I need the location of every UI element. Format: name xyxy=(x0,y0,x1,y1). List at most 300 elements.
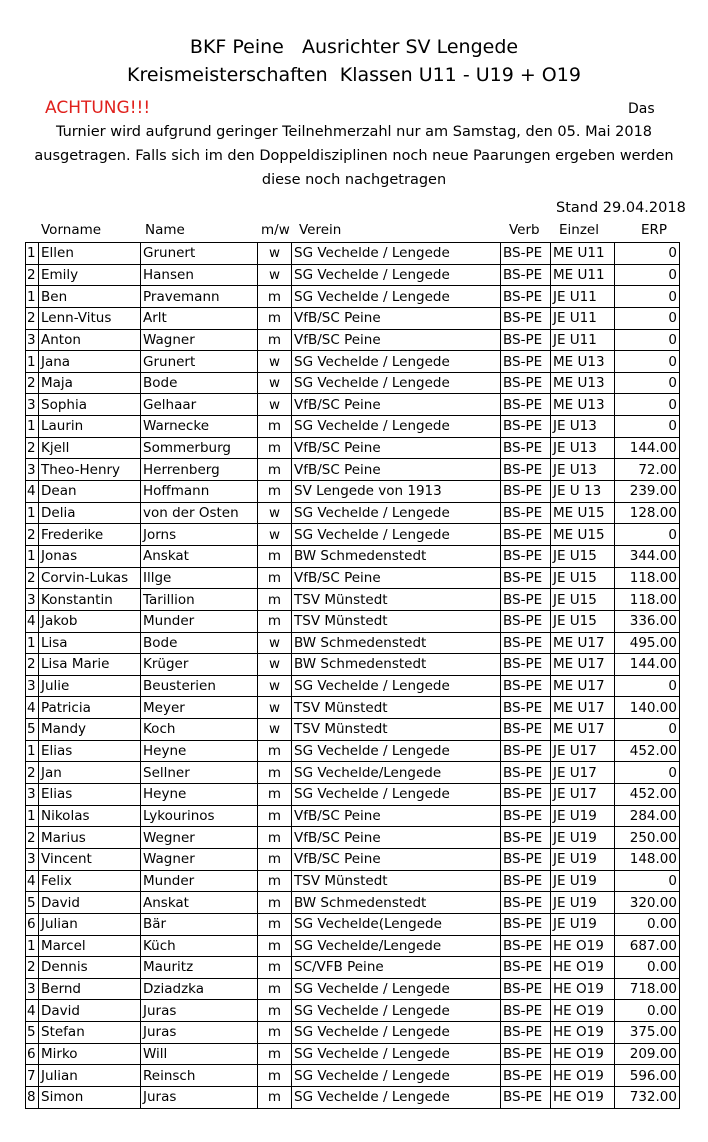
name-cell: Munder xyxy=(141,870,258,892)
einzel-cell: ME U13 xyxy=(551,394,615,416)
verband-cell: BS-PE xyxy=(501,1043,551,1065)
verband-cell: BS-PE xyxy=(501,654,551,676)
gender-cell: m xyxy=(258,740,292,762)
einzel-cell: JE U15 xyxy=(551,545,615,567)
vorname-cell: Corvin-Lukas xyxy=(39,567,141,589)
einzel-cell: ME U11 xyxy=(551,264,615,286)
document-title: BKF Peine Ausrichter SV Lengede xyxy=(189,36,519,58)
gender-cell: w xyxy=(258,675,292,697)
verband-cell: BS-PE xyxy=(501,913,551,935)
verband-cell: BS-PE xyxy=(501,978,551,1000)
erp-cell: 0 xyxy=(615,307,680,329)
table-row xyxy=(26,740,680,762)
table-row xyxy=(26,957,680,979)
row-number: 1 xyxy=(26,632,39,654)
notice-line-2: ausgetragen. Falls sich im den Doppeldisziplinen noch neue Paarungen ergeben werden xyxy=(34,148,674,164)
table-row xyxy=(26,243,680,265)
einzel-cell: HE O19 xyxy=(551,1086,615,1108)
vorname-cell: Frederike xyxy=(39,524,141,546)
erp-cell: 375.00 xyxy=(615,1022,680,1044)
table-row xyxy=(26,1065,680,1087)
einzel-cell: JE U19 xyxy=(551,805,615,827)
erp-cell: 209.00 xyxy=(615,1043,680,1065)
einzel-cell: ME U17 xyxy=(551,654,615,676)
gender-cell: m xyxy=(258,1086,292,1108)
erp-cell: 128.00 xyxy=(615,502,680,524)
verein-cell: BW Schmedenstedt xyxy=(292,892,501,914)
row-number: 3 xyxy=(26,394,39,416)
verband-cell: BS-PE xyxy=(501,567,551,589)
einzel-cell: ME U15 xyxy=(551,524,615,546)
erp-cell: 140.00 xyxy=(615,697,680,719)
verein-cell: TSV Münstedt xyxy=(292,589,501,611)
verband-cell: BS-PE xyxy=(501,351,551,373)
table-row xyxy=(26,719,680,741)
row-number: 3 xyxy=(26,329,39,351)
verband-cell: BS-PE xyxy=(501,762,551,784)
vorname-cell: Jonas xyxy=(39,545,141,567)
erp-cell: 596.00 xyxy=(615,1065,680,1087)
verein-cell: BW Schmedenstedt xyxy=(292,632,501,654)
gender-cell: m xyxy=(258,827,292,849)
erp-cell: 0 xyxy=(615,762,680,784)
verband-cell: BS-PE xyxy=(501,286,551,308)
vorname-cell: Jan xyxy=(39,762,141,784)
gender-cell: m xyxy=(258,567,292,589)
name-cell: Bär xyxy=(141,913,258,935)
name-cell: Pravemann xyxy=(141,286,258,308)
gender-cell: w xyxy=(258,654,292,676)
table-row xyxy=(26,589,680,611)
verband-cell: BS-PE xyxy=(501,784,551,806)
vorname-cell: Mirko xyxy=(39,1043,141,1065)
verein-cell: SG Vechelde / Lengede xyxy=(292,740,501,762)
table-row xyxy=(26,264,680,286)
verband-cell: BS-PE xyxy=(501,848,551,870)
verband-cell: BS-PE xyxy=(501,1022,551,1044)
verband-cell: BS-PE xyxy=(501,957,551,979)
verein-cell: SG Vechelde/Lengede xyxy=(292,762,501,784)
vorname-cell: Julian xyxy=(39,913,141,935)
vorname-cell: Elias xyxy=(39,740,141,762)
name-cell: Illge xyxy=(141,567,258,589)
erp-cell: 148.00 xyxy=(615,848,680,870)
table-row xyxy=(26,697,680,719)
erp-cell: 239.00 xyxy=(615,481,680,503)
einzel-cell: HE O19 xyxy=(551,957,615,979)
name-cell: Heyne xyxy=(141,740,258,762)
name-cell: Anskat xyxy=(141,545,258,567)
vorname-cell: Simon xyxy=(39,1086,141,1108)
gender-cell: w xyxy=(258,372,292,394)
name-cell: Mauritz xyxy=(141,957,258,979)
name-cell: Juras xyxy=(141,1000,258,1022)
table-row xyxy=(26,913,680,935)
vorname-cell: Mandy xyxy=(39,719,141,741)
verband-cell: BS-PE xyxy=(501,459,551,481)
verein-cell: VfB/SC Peine xyxy=(292,437,501,459)
einzel-cell: HE O19 xyxy=(551,935,615,957)
gender-cell: w xyxy=(258,351,292,373)
vorname-cell: Anton xyxy=(39,329,141,351)
erp-cell: 0 xyxy=(615,351,680,373)
gender-cell: m xyxy=(258,589,292,611)
col-header-vorname: Vorname xyxy=(41,222,102,238)
table-row xyxy=(26,437,680,459)
erp-cell: 0.00 xyxy=(615,957,680,979)
verein-cell: VfB/SC Peine xyxy=(292,848,501,870)
verband-cell: BS-PE xyxy=(501,372,551,394)
gender-cell: m xyxy=(258,848,292,870)
table-row xyxy=(26,416,680,438)
erp-cell: 118.00 xyxy=(615,567,680,589)
row-number: 1 xyxy=(26,286,39,308)
table-row xyxy=(26,329,680,351)
vorname-cell: Ellen xyxy=(39,243,141,265)
name-cell: Grunert xyxy=(141,351,258,373)
verband-cell: BS-PE xyxy=(501,697,551,719)
row-number: 2 xyxy=(26,567,39,589)
row-number: 2 xyxy=(26,437,39,459)
vorname-cell: Ben xyxy=(39,286,141,308)
einzel-cell: JE U15 xyxy=(551,610,615,632)
row-number: 7 xyxy=(26,1065,39,1087)
erp-cell: 250.00 xyxy=(615,827,680,849)
name-cell: Warnecke xyxy=(141,416,258,438)
table-row xyxy=(26,1022,680,1044)
verein-cell: SV Lengede von 1913 xyxy=(292,481,501,503)
gender-cell: m xyxy=(258,329,292,351)
verband-cell: BS-PE xyxy=(501,243,551,265)
verein-cell: VfB/SC Peine xyxy=(292,567,501,589)
row-number: 2 xyxy=(26,524,39,546)
name-cell: Jorns xyxy=(141,524,258,546)
table-row xyxy=(26,848,680,870)
gender-cell: m xyxy=(258,286,292,308)
gender-cell: w xyxy=(258,243,292,265)
vorname-cell: Marcel xyxy=(39,935,141,957)
erp-cell: 0.00 xyxy=(615,1000,680,1022)
name-cell: Anskat xyxy=(141,892,258,914)
col-header-erp: ERP xyxy=(641,222,668,238)
row-number: 3 xyxy=(26,978,39,1000)
row-number: 2 xyxy=(26,957,39,979)
gender-cell: m xyxy=(258,913,292,935)
table-row xyxy=(26,545,680,567)
name-cell: Munder xyxy=(141,610,258,632)
row-number: 3 xyxy=(26,848,39,870)
row-number: 3 xyxy=(26,784,39,806)
name-cell: Hansen xyxy=(141,264,258,286)
name-cell: Sommerburg xyxy=(141,437,258,459)
verband-cell: BS-PE xyxy=(501,675,551,697)
vorname-cell: Patricia xyxy=(39,697,141,719)
erp-cell: 0 xyxy=(615,372,680,394)
verband-cell: BS-PE xyxy=(501,740,551,762)
gender-cell: m xyxy=(258,1000,292,1022)
row-number: 6 xyxy=(26,1043,39,1065)
gender-cell: m xyxy=(258,805,292,827)
verein-cell: VfB/SC Peine xyxy=(292,394,501,416)
einzel-cell: JE U11 xyxy=(551,286,615,308)
einzel-cell: ME U13 xyxy=(551,351,615,373)
einzel-cell: JE U13 xyxy=(551,459,615,481)
verein-cell: SG Vechelde / Lengede xyxy=(292,784,501,806)
name-cell: Meyer xyxy=(141,697,258,719)
gender-cell: m xyxy=(258,307,292,329)
verband-cell: BS-PE xyxy=(501,524,551,546)
gender-cell: w xyxy=(258,632,292,654)
gender-cell: w xyxy=(258,697,292,719)
erp-cell: 0 xyxy=(615,286,680,308)
gender-cell: m xyxy=(258,416,292,438)
einzel-cell: ME U17 xyxy=(551,719,615,741)
gender-cell: m xyxy=(258,1043,292,1065)
einzel-cell: JE U13 xyxy=(551,437,615,459)
verband-cell: BS-PE xyxy=(501,632,551,654)
vorname-cell: Delia xyxy=(39,502,141,524)
gender-cell: m xyxy=(258,1065,292,1087)
erp-cell: 0 xyxy=(615,675,680,697)
einzel-cell: JE U17 xyxy=(551,784,615,806)
verein-cell: SG Vechelde / Lengede xyxy=(292,978,501,1000)
erp-cell: 336.00 xyxy=(615,610,680,632)
gender-cell: m xyxy=(258,957,292,979)
name-cell: Gelhaar xyxy=(141,394,258,416)
table-row xyxy=(26,1000,680,1022)
erp-cell: 452.00 xyxy=(615,784,680,806)
table-row xyxy=(26,372,680,394)
col-header-name: Name xyxy=(145,222,185,238)
einzel-cell: JE U19 xyxy=(551,892,615,914)
gender-cell: m xyxy=(258,1022,292,1044)
notice-line-1: Turnier wird aufgrund geringer Teilnehmerzahl nur am Samstag, den 05. Mai 2018 xyxy=(55,124,653,140)
participant-table xyxy=(25,242,680,1109)
vorname-cell: Julian xyxy=(39,1065,141,1087)
erp-cell: 344.00 xyxy=(615,545,680,567)
name-cell: Arlt xyxy=(141,307,258,329)
einzel-cell: ME U17 xyxy=(551,675,615,697)
vorname-cell: Stefan xyxy=(39,1022,141,1044)
verband-cell: BS-PE xyxy=(501,892,551,914)
erp-cell: 0 xyxy=(615,243,680,265)
name-cell: Heyne xyxy=(141,784,258,806)
table-row xyxy=(26,654,680,676)
name-cell: Küch xyxy=(141,935,258,957)
erp-cell: 0 xyxy=(615,394,680,416)
verein-cell: BW Schmedenstedt xyxy=(292,654,501,676)
vorname-cell: Emily xyxy=(39,264,141,286)
name-cell: Lykourinos xyxy=(141,805,258,827)
einzel-cell: ME U17 xyxy=(551,697,615,719)
vorname-cell: Dean xyxy=(39,481,141,503)
gender-cell: w xyxy=(258,524,292,546)
verein-cell: SG Vechelde / Lengede xyxy=(292,372,501,394)
vorname-cell: Sophia xyxy=(39,394,141,416)
einzel-cell: JE U15 xyxy=(551,589,615,611)
gender-cell: w xyxy=(258,502,292,524)
vorname-cell: Theo-Henry xyxy=(39,459,141,481)
gender-cell: m xyxy=(258,481,292,503)
notice-line-3: diese noch nachgetragen xyxy=(261,172,447,188)
vorname-cell: David xyxy=(39,1000,141,1022)
erp-cell: 0 xyxy=(615,524,680,546)
row-number: 1 xyxy=(26,935,39,957)
row-number: 4 xyxy=(26,697,39,719)
erp-cell: 144.00 xyxy=(615,437,680,459)
table-row xyxy=(26,632,680,654)
row-number: 1 xyxy=(26,243,39,265)
gender-cell: m xyxy=(258,935,292,957)
verein-cell: TSV Münstedt xyxy=(292,719,501,741)
vorname-cell: David xyxy=(39,892,141,914)
verband-cell: BS-PE xyxy=(501,1086,551,1108)
warning-label: ACHTUNG!!! xyxy=(45,98,151,118)
vorname-cell: Jakob xyxy=(39,610,141,632)
name-cell: Koch xyxy=(141,719,258,741)
col-header-einzel: Einzel xyxy=(559,222,599,238)
vorname-cell: Lisa Marie xyxy=(39,654,141,676)
verband-cell: BS-PE xyxy=(501,870,551,892)
verband-cell: BS-PE xyxy=(501,610,551,632)
verband-cell: BS-PE xyxy=(501,827,551,849)
vorname-cell: Elias xyxy=(39,784,141,806)
vorname-cell: Kjell xyxy=(39,437,141,459)
table-row xyxy=(26,784,680,806)
einzel-cell: HE O19 xyxy=(551,978,615,1000)
erp-cell: 0 xyxy=(615,264,680,286)
gender-cell: m xyxy=(258,437,292,459)
erp-cell: 284.00 xyxy=(615,805,680,827)
name-cell: Reinsch xyxy=(141,1065,258,1087)
row-number: 6 xyxy=(26,913,39,935)
einzel-cell: JE U19 xyxy=(551,848,615,870)
gender-cell: m xyxy=(258,870,292,892)
row-number: 4 xyxy=(26,610,39,632)
verein-cell: VfB/SC Peine xyxy=(292,307,501,329)
row-number: 5 xyxy=(26,1022,39,1044)
erp-cell: 0 xyxy=(615,416,680,438)
verein-cell: BW Schmedenstedt xyxy=(292,545,501,567)
verein-cell: SG Vechelde(Lengede xyxy=(292,913,501,935)
gender-cell: m xyxy=(258,459,292,481)
col-header-mw: m/w xyxy=(261,222,290,238)
name-cell: Dziadzka xyxy=(141,978,258,1000)
verein-cell: SG Vechelde / Lengede xyxy=(292,502,501,524)
erp-cell: 687.00 xyxy=(615,935,680,957)
verband-cell: BS-PE xyxy=(501,416,551,438)
table-row xyxy=(26,978,680,1000)
verein-cell: SG Vechelde / Lengede xyxy=(292,264,501,286)
verein-cell: TSV Münstedt xyxy=(292,870,501,892)
verein-cell: SG Vechelde / Lengede xyxy=(292,1022,501,1044)
einzel-cell: HE O19 xyxy=(551,1043,615,1065)
verband-cell: BS-PE xyxy=(501,437,551,459)
verband-cell: BS-PE xyxy=(501,545,551,567)
table-row xyxy=(26,394,680,416)
einzel-cell: JE U17 xyxy=(551,740,615,762)
col-header-verb: Verb xyxy=(509,222,540,238)
row-number: 2 xyxy=(26,307,39,329)
table-row xyxy=(26,675,680,697)
table-row xyxy=(26,935,680,957)
gender-cell: w xyxy=(258,394,292,416)
table-row xyxy=(26,827,680,849)
einzel-cell: HE O19 xyxy=(551,1022,615,1044)
verein-cell: SG Vechelde / Lengede xyxy=(292,286,501,308)
verband-cell: BS-PE xyxy=(501,394,551,416)
name-cell: Tarillion xyxy=(141,589,258,611)
verband-cell: BS-PE xyxy=(501,307,551,329)
row-number: 3 xyxy=(26,459,39,481)
erp-cell: 0 xyxy=(615,719,680,741)
einzel-cell: ME U15 xyxy=(551,502,615,524)
row-number: 3 xyxy=(26,589,39,611)
row-number: 1 xyxy=(26,416,39,438)
verband-cell: BS-PE xyxy=(501,805,551,827)
name-cell: Juras xyxy=(141,1022,258,1044)
erp-cell: 72.00 xyxy=(615,459,680,481)
einzel-cell: JE U13 xyxy=(551,416,615,438)
row-number: 2 xyxy=(26,264,39,286)
verein-cell: SG Vechelde / Lengede xyxy=(292,351,501,373)
vorname-cell: Marius xyxy=(39,827,141,849)
gender-cell: w xyxy=(258,719,292,741)
erp-cell: 0.00 xyxy=(615,913,680,935)
table-row xyxy=(26,870,680,892)
table-row xyxy=(26,567,680,589)
einzel-cell: JE U15 xyxy=(551,567,615,589)
verband-cell: BS-PE xyxy=(501,502,551,524)
name-cell: Wegner xyxy=(141,827,258,849)
einzel-cell: JE U19 xyxy=(551,827,615,849)
verein-cell: SG Vechelde / Lengede xyxy=(292,1065,501,1087)
gender-cell: m xyxy=(258,762,292,784)
name-cell: Bode xyxy=(141,632,258,654)
name-cell: Beusterien xyxy=(141,675,258,697)
verein-cell: VfB/SC Peine xyxy=(292,459,501,481)
name-cell: Grunert xyxy=(141,243,258,265)
erp-cell: 718.00 xyxy=(615,978,680,1000)
table-row xyxy=(26,1086,680,1108)
erp-cell: 452.00 xyxy=(615,740,680,762)
row-number: 1 xyxy=(26,502,39,524)
verein-cell: SG Vechelde/Lengede xyxy=(292,935,501,957)
row-number: 1 xyxy=(26,805,39,827)
row-number: 2 xyxy=(26,762,39,784)
einzel-cell: JE U19 xyxy=(551,870,615,892)
vorname-cell: Dennis xyxy=(39,957,141,979)
name-cell: von der Osten xyxy=(141,502,258,524)
row-number: 2 xyxy=(26,827,39,849)
gender-cell: m xyxy=(258,978,292,1000)
verein-cell: SG Vechelde / Lengede xyxy=(292,524,501,546)
table-row xyxy=(26,1043,680,1065)
name-cell: Juras xyxy=(141,1086,258,1108)
row-number: 3 xyxy=(26,675,39,697)
table-row xyxy=(26,307,680,329)
row-number: 5 xyxy=(26,719,39,741)
das-text: Das xyxy=(628,101,655,117)
vorname-cell: Felix xyxy=(39,870,141,892)
table-row xyxy=(26,805,680,827)
verband-cell: BS-PE xyxy=(501,329,551,351)
name-cell: Will xyxy=(141,1043,258,1065)
einzel-cell: ME U17 xyxy=(551,632,615,654)
erp-cell: 144.00 xyxy=(615,654,680,676)
vorname-cell: Konstantin xyxy=(39,589,141,611)
verein-cell: SC/VFB Peine xyxy=(292,957,501,979)
